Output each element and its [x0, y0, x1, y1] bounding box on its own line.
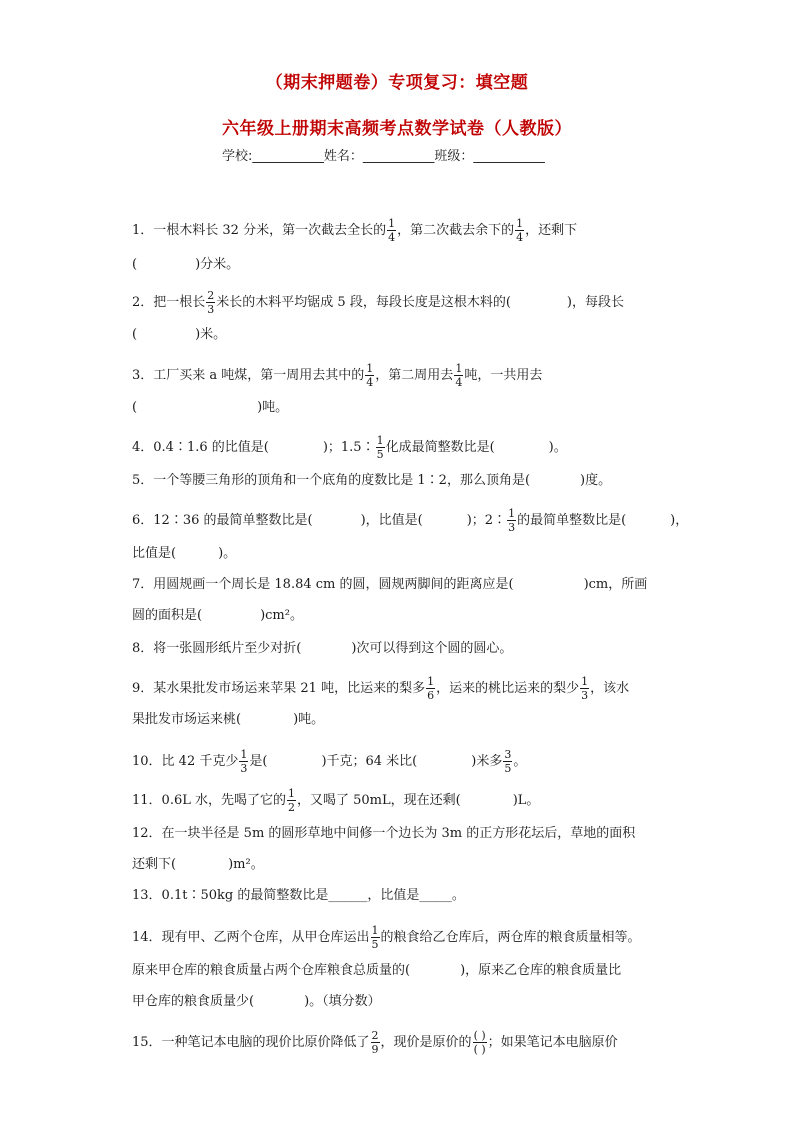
fraction: $\frac{1}{6}$	[427, 675, 435, 702]
question-12-cont: 还剩下( )m²。	[132, 857, 264, 872]
fraction: $\frac{3}{5}$	[504, 748, 512, 775]
question-14-cont2: 甲仓库的粮食质量少( )。（填分数）	[132, 994, 381, 1009]
q1-text: ，还剩下	[525, 223, 578, 238]
fraction: $\frac{1}{3}$	[581, 675, 589, 702]
q1-text: ，第二次截去余下的	[397, 223, 515, 238]
question-6: 6．12∶36 的最简单整数比是( )，比值是( )；2∶ $\frac{1}{3}$ 的最简单整数比是( )，	[132, 507, 689, 534]
question-12: 12．在一块半径是 5m 的圆形草地中间修一个边长为 3m 的正方形花坛后，草地的面积	[132, 826, 636, 841]
question-10: 10．比 42 千克少 $\frac{1}{3}$ 是( )千克；64 米比( )米多 $\frac{3}{5}$ 。	[132, 748, 527, 775]
question-7: 7．用圆规画一个周长是 18.84 cm 的圆，圆规两脚间的距离应是( )cm，所画	[132, 577, 648, 592]
question-4: 4．0.4∶1.6 的比值是( )；1.5∶ $\frac{1}{5}$ 化成最简整数比是( )。	[132, 434, 567, 461]
fraction: $\frac{1}{2}$	[287, 787, 295, 814]
answer-blank[interactable]: _____	[419, 888, 452, 903]
question-3-cont: ( )吨。	[132, 400, 289, 415]
page-title: （期末押题卷）专项复习：填空题	[265, 73, 529, 93]
class-label: 班级：	[434, 149, 474, 164]
question-2: 2．把一根长 $\frac{2}{3}$ 米长的木料平均锯成 5 段，每段长度是这根木料的( )，每段长	[132, 289, 624, 316]
question-2-cont: ( )米。	[132, 327, 227, 342]
fraction: $\frac{1}{5}$	[376, 434, 384, 461]
answer-blank[interactable]: ______	[328, 888, 368, 903]
fraction: $\frac{2}{9}$	[371, 1029, 379, 1056]
question-9-cont: 果批发市场运来桃( )吨。	[132, 712, 325, 727]
question-14-cont: 原来甲仓库的粮食质量占两个仓库粮食总质量的( )，原来乙仓库的粮食质量比	[132, 963, 622, 978]
question-14: 14．现有甲、乙两个仓库，从甲仓库运出 $\frac{1}{5}$ 的粮食给乙仓库后，两仓库的粮食质量相等。	[132, 924, 641, 951]
fraction: $\frac{1}{4}$	[366, 362, 374, 389]
school-blank[interactable]: __________	[252, 149, 318, 164]
class-blank[interactable]: ___________	[473, 149, 545, 164]
question-8: 8．将一张圆形纸片至少对折( )次可以得到这个圆的圆心。	[132, 641, 513, 656]
q1-text: 1．一根木料长 32 分米，第一次截去全长的	[132, 223, 387, 238]
fraction: $\frac{1}{5}$	[371, 924, 379, 951]
fraction: $\frac{1}{3}$	[240, 748, 248, 775]
question-6-cont: 比值是( )。	[132, 546, 237, 561]
question-7-cont: 圆的面积是( )cm²。	[132, 608, 303, 623]
fraction: $\frac{1}{4}$	[388, 217, 396, 244]
name-blank[interactable]: ___________	[362, 149, 435, 164]
question-1-cont: ( )分米。	[132, 257, 240, 272]
question-15: 15．一种笔记本电脑的现价比原价降低了 $\frac{2}{9}$ ，现价是原价的 $\frac{( )}{( )}$ ；如果笔记本电脑原价	[132, 1029, 618, 1056]
name-label: _姓名：	[317, 149, 363, 164]
page-subtitle: 六年级上册期末高频考点数学试卷（人教版）	[222, 119, 572, 139]
school-label: 学校:	[222, 149, 253, 164]
question-11: 11．0.6L 水，先喝了它的 $\frac{1}{2}$ ，又喝了 50mL，现在还剩( )L。	[132, 787, 540, 814]
fraction: $\frac{1}{3}$	[508, 507, 516, 534]
question-5: 5．一个等腰三角形的顶角和一个底角的度数比是 1∶2，那么顶角是( )度。	[132, 473, 612, 488]
fraction: $\frac{1}{4}$	[455, 362, 463, 389]
question-9: 9．某水果批发市场运来苹果 21 吨，比运来的梨多 $\frac{1}{6}$ ，运来的桃比运来的梨少 $\frac{1}{3}$ ，该水	[132, 675, 630, 702]
student-info	[222, 145, 545, 164]
fraction: $\frac{2}{3}$	[207, 289, 215, 316]
answer-fraction[interactable]: $\frac{( )}{( )}$	[473, 1029, 486, 1056]
question-1	[132, 218, 577, 243]
question-3: 3．工厂买来 a 吨煤，第一周用去其中的 $\frac{1}{4}$ ，第二周用去 $\frac{1}{4}$ 吨，一共用去	[132, 362, 543, 389]
question-13: 13．0.1t∶50kg 的最简整数比是______，比值是_____。	[132, 888, 465, 903]
fraction: $\frac{1}{4}$	[516, 217, 524, 244]
